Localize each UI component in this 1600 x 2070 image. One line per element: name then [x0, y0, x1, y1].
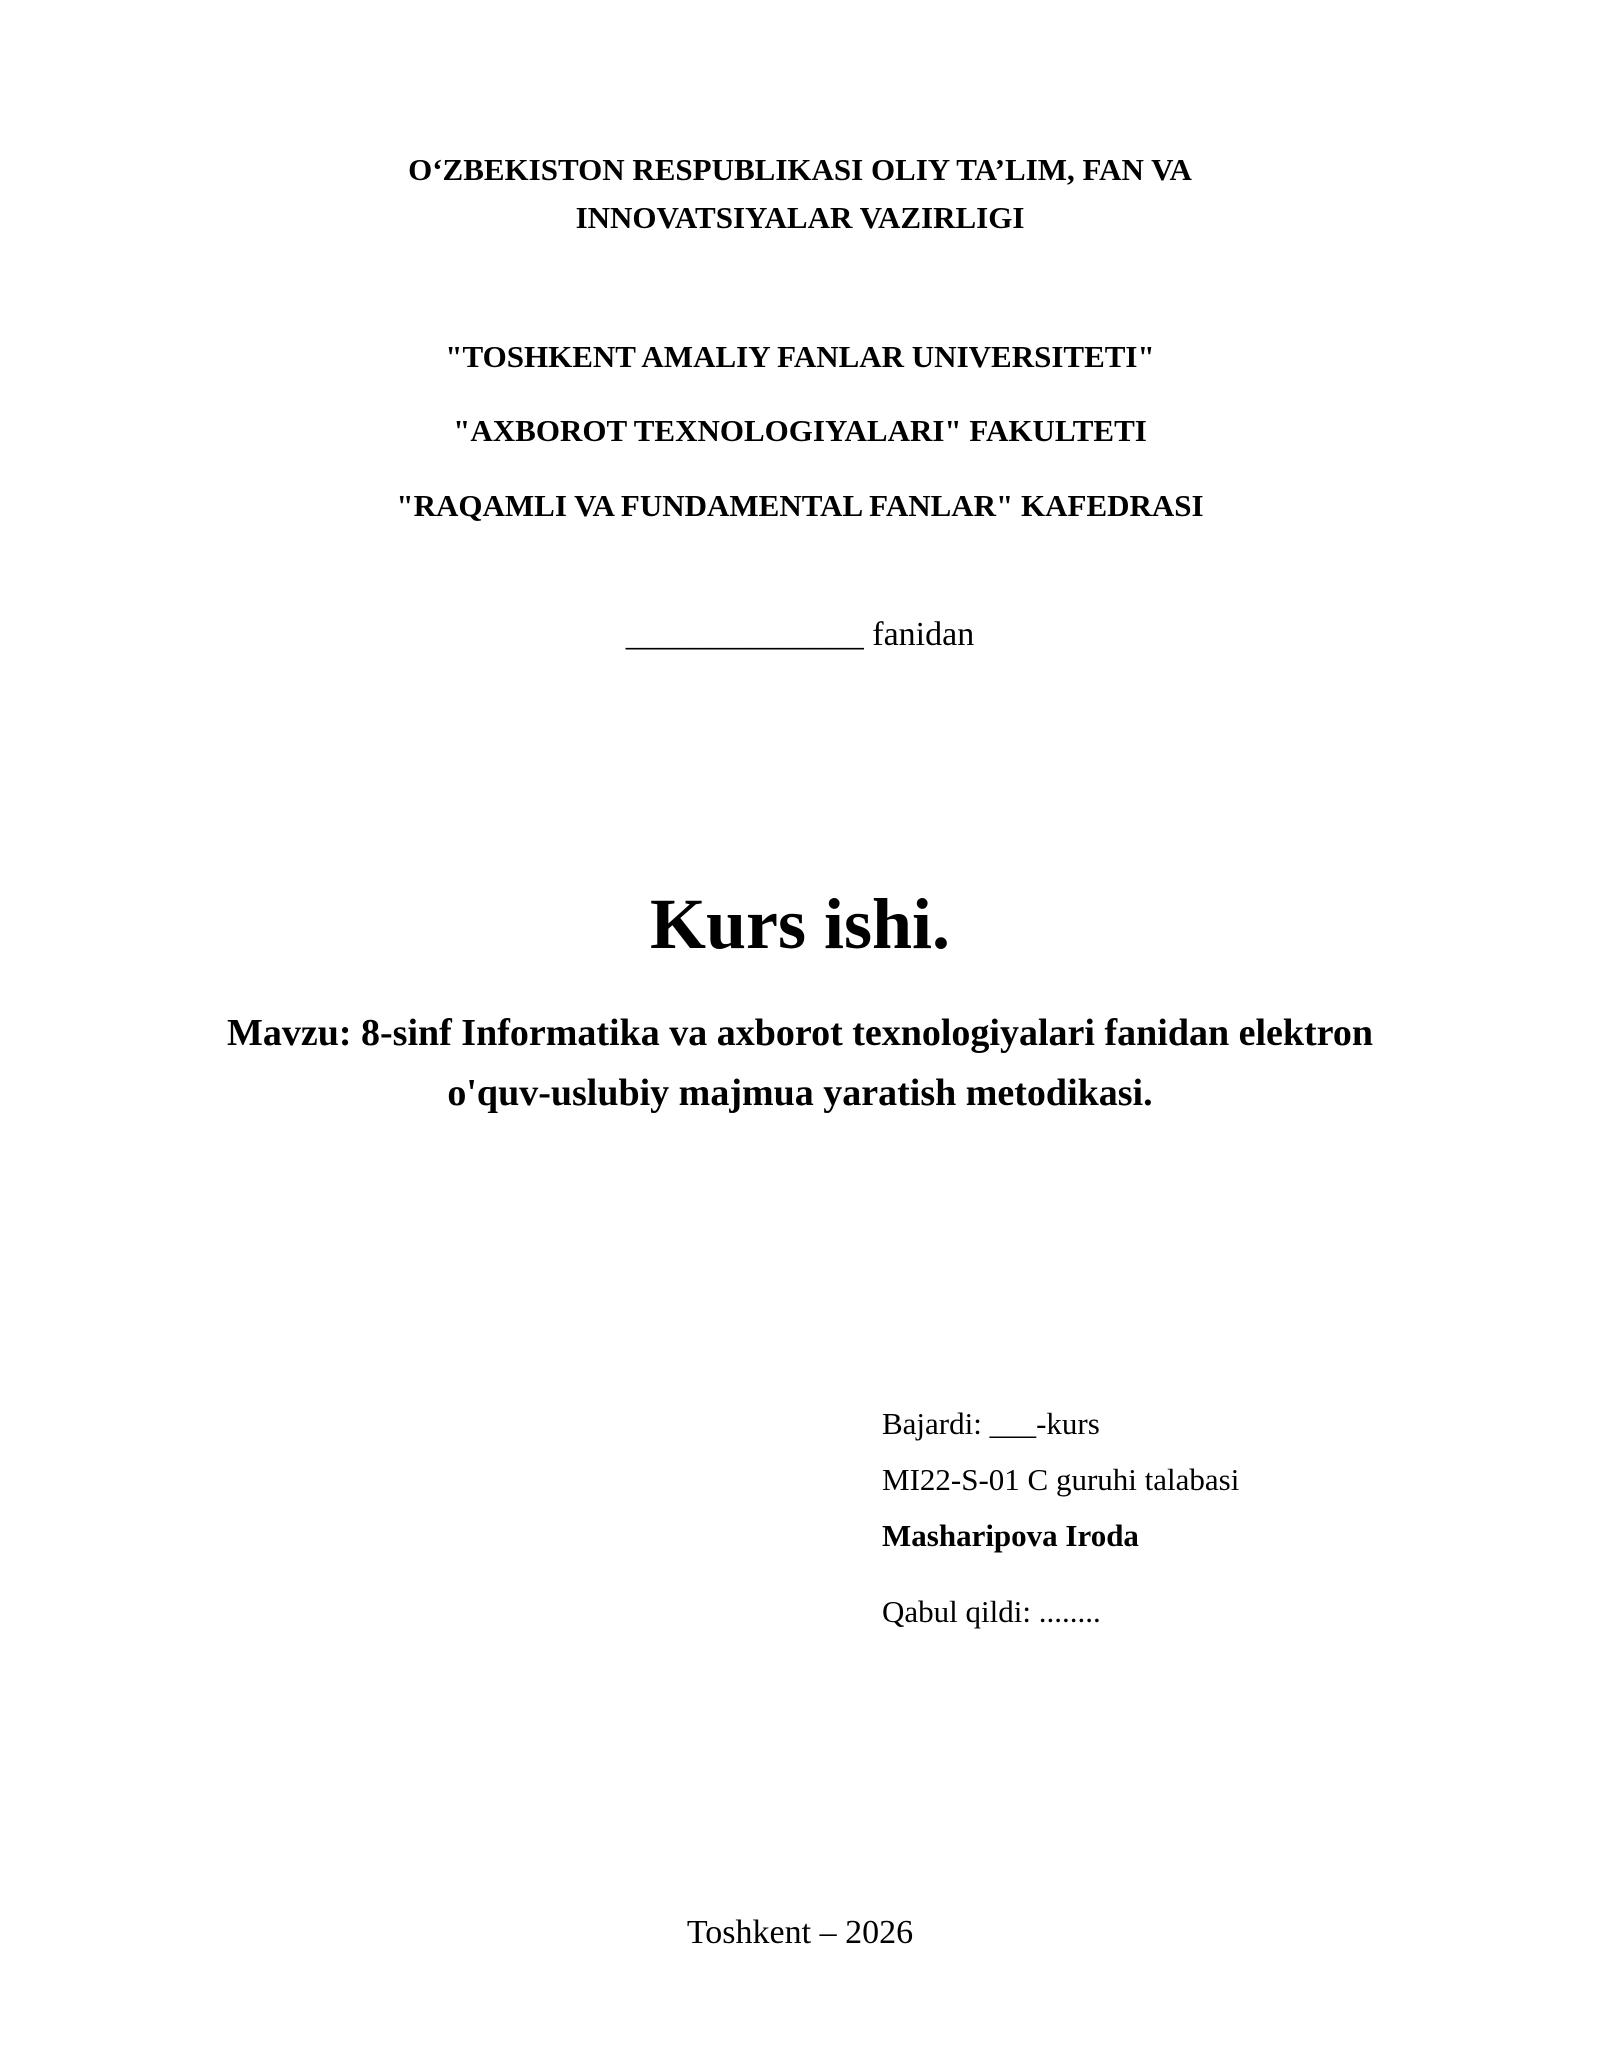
department-name: "RAQAMLI VA FUNDAMENTAL FANLAR" KAFEDRASI [396, 488, 1204, 523]
document-title: Kurs ishi. [649, 884, 951, 964]
group-label: MI22-S-01 C guruhi talabasi [882, 1462, 1240, 1497]
city-year-footer: Toshkent – 2026 [686, 1914, 914, 1951]
student-name: Masharipova Iroda [882, 1518, 1139, 1553]
topic-line-1: Mavzu: 8-sinf Informatika va axborot texnologiyalari fanidan elektron [227, 1012, 1373, 1054]
done-by-label: Bajardi: ___-kurs [882, 1406, 1100, 1441]
university-name: "TOSHKENT AMALIY FANLAR UNIVERSITETI" [445, 339, 1155, 374]
accepted-by-label: Qabul qildi: ........ [882, 1594, 1101, 1629]
subject-line: ______________ fanidan [625, 616, 975, 653]
faculty-name: "AXBOROT TEXNOLOGIYALARI" FAKULTETI [453, 413, 1147, 448]
topic-line-2: o'quv-uslubiy majmua yaratish metodikasi. [447, 1072, 1153, 1114]
ministry-line-2: INNOVATSIYALAR VAZIRLIGI [575, 200, 1025, 235]
ministry-line-1: O‘ZBEKISTON RESPUBLIKASI OLIY TA’LIM, FAN VA [408, 152, 1192, 187]
